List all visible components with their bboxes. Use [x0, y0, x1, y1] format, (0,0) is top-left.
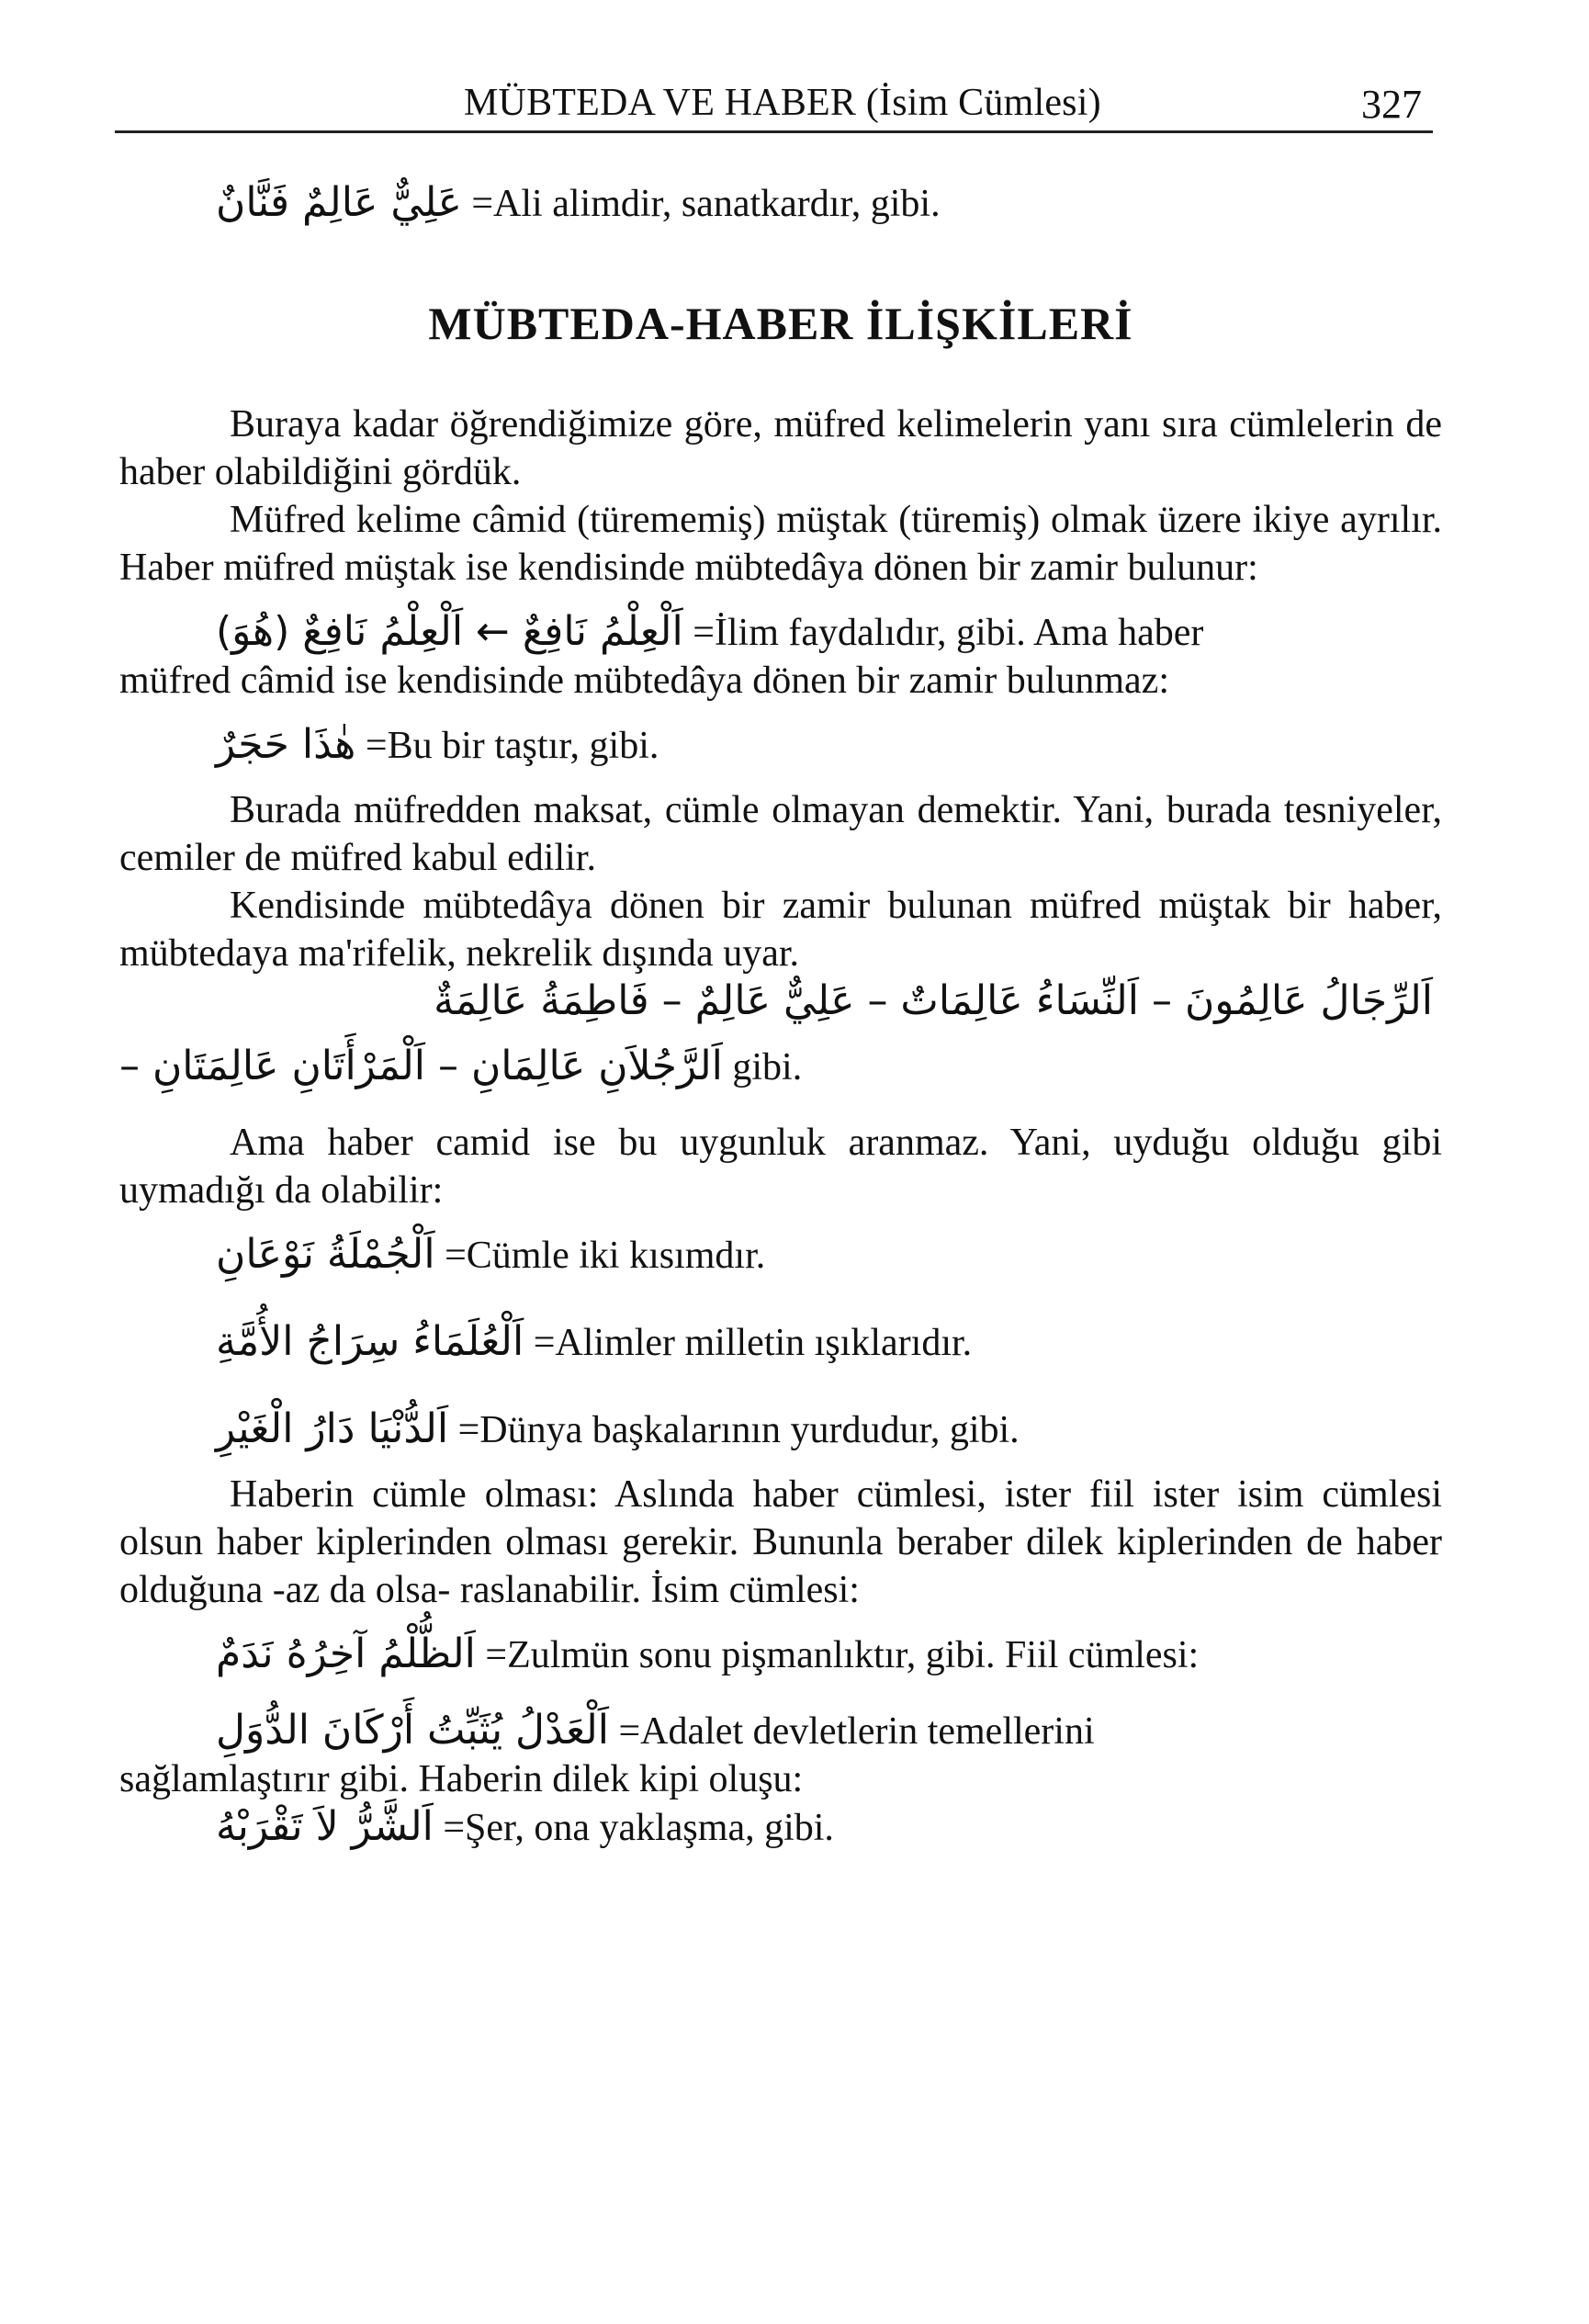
agreement-line-1-arabic: اَلرِّجَالُ عَالِمُونَ – اَلنِّسَاءُ عَالِمَاتٌ – عَلِيٌّ عَالِمٌ – فَاطِمَةُ عَالِمَةٌ — [434, 977, 1433, 1024]
paragraph-8: sağlamlaştırır gibi. Haberin dilek kipi oluşu: — [119, 1758, 804, 1800]
paragraph-6: Ama haber camid ise bu uygunluk aranmaz. Yani, uyduğu olduğu gibi uymadığı da olabilir: — [119, 1122, 1442, 1212]
example-zulm-arabic: اَلظُّلْمُ آخِرُهُ نَدَمٌ — [216, 1630, 476, 1677]
camid-example-1-arabic: اَلْجُمْلَةُ نَوْعَانِ — [216, 1231, 435, 1278]
paragraph-5: Kendisinde mübtedâya dönen bir zamir bulunan müfred müştak bir haber, mübtedaya ma'rifelik, nekrelik dışında uyar. — [119, 885, 1442, 975]
example-hazha-text: =Bu bir taştır, gibi. — [365, 725, 659, 767]
example-ilim-text: =İlim faydalıdır, gibi. Ama haber — [693, 612, 1204, 654]
agreement-line-2-arabic: اَلرَّجُلاَنِ عَالِمَانِ – اَلْمَرْأَتَانِ عَالِمَتَانِ – — [119, 1043, 723, 1089]
example-ilim — [119, 608, 1442, 657]
running-header — [115, 73, 1433, 138]
example-sharr — [119, 1803, 1442, 1852]
example-ali-arabic: عَلِيٌّ عَالِمٌ فَنَّانٌ — [216, 179, 462, 226]
camid-example-3-text: =Dünya başkalarının yurdudur, gibi. — [457, 1409, 1020, 1451]
camid-example-3-arabic: اَلدُّنْيَا دَارُ الْغَيْرِ — [216, 1405, 449, 1452]
paragraph-1: Buraya kadar öğrendiğimize göre, müfred kelimelerin yanı sıra cümlelerin de haber olabildiğini gördük. — [119, 403, 1442, 493]
page-number: 327 — [1361, 82, 1422, 127]
example-ilim-arabic: اَلْعِلْمُ نَافِعٌ ← اَلْعِلْمُ نَافِعٌ (هُوَ) — [216, 608, 683, 655]
example-adl-arabic: اَلْعَدْلُ يُثَبِّتُ أَرْكَانَ الدُّوَلِ — [216, 1707, 609, 1754]
example-sharr-text: =Şer, ona yaklaşma, gibi. — [443, 1807, 834, 1849]
example-hazha — [119, 721, 1442, 770]
camid-example-2-arabic: اَلْعُلَمَاءُ سِرَاجُ الأُمَّةِ — [216, 1318, 524, 1365]
example-ali — [119, 179, 1442, 228]
example-ali-text: =Ali alimdir, sanatkardır, gibi. — [471, 183, 941, 225]
section-heading: MÜBTEDA-HABER İLİŞKİLERİ — [428, 298, 1133, 349]
example-adl — [119, 1707, 1442, 1755]
paragraph-2: Müfred kelime câmid (türememiş) müştak (türemiş) olmak üzere ikiye ayrılır. Haber müfred müştak ise kendisinde mübtedâya dönen bir zamir bulunur: — [119, 499, 1442, 589]
example-zulm — [119, 1630, 1442, 1679]
agreement-line-2 — [119, 1043, 1442, 1091]
example-sharr-arabic: اَلشَّرُّ لاَ تَقْرَبْهُ — [216, 1803, 434, 1850]
example-hazha-arabic: هٰذَا حَجَرٌ — [216, 721, 356, 768]
agreement-line-1 — [119, 977, 1442, 1026]
example-zulm-text: =Zulmün sonu pişmanlıktır, gibi. Fiil cümlesi: — [485, 1634, 1200, 1676]
agreement-line-2-suffix: gibi. — [732, 1046, 803, 1089]
paragraph-3: müfred câmid ise kendisinde mübtedâya dönen bir zamir bulunmaz: — [119, 660, 1169, 702]
header-rule — [115, 130, 1433, 133]
example-adl-text: =Adalet devletlerin temellerini — [618, 1710, 1095, 1753]
running-title: MÜBTEDA VE HABER (İsim Cümlesi) — [464, 82, 1101, 124]
camid-example-2 — [119, 1318, 1442, 1367]
camid-example-2-text: =Alimler milletin ışıklarıdır. — [533, 1322, 973, 1364]
camid-example-1-text: =Cümle iki kısımdır. — [445, 1235, 766, 1277]
camid-example-1 — [119, 1231, 1442, 1280]
camid-example-3 — [119, 1405, 1442, 1454]
paragraph-4: Burada müfredden maksat, cümle olmayan demektir. Yani, burada tesniyeler, cemiler de müfred kabul edilir. — [119, 789, 1442, 879]
paragraph-7: Haberin cümle olması: Aslında haber cümlesi, ister fiil ister isim cümlesi olsun haber kiplerinden olması gerekir. Bununla beraber dilek kiplerinden de haber olduğuna -az da olsa- raslanabilir. İsim cümlesi: — [119, 1473, 1442, 1611]
body-text — [119, 179, 1442, 1852]
